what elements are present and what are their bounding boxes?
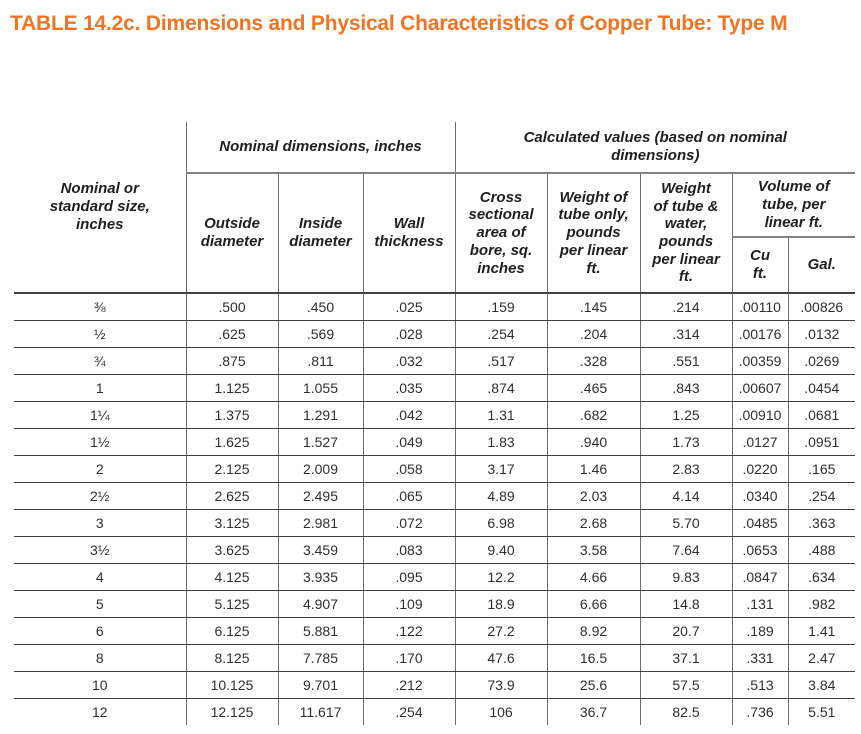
table-row — [14, 320, 855, 347]
value-cell: .982 — [788, 590, 855, 617]
value-cell: .0847 — [732, 563, 788, 590]
value-cell: 4.66 — [547, 563, 640, 590]
value-cell: .363 — [788, 509, 855, 536]
table-row — [14, 347, 855, 374]
value-cell: .035 — [363, 374, 455, 401]
size-cell: 1½ — [14, 428, 186, 455]
size-cell: 3 — [14, 509, 186, 536]
value-cell: .189 — [732, 617, 788, 644]
value-cell: .00910 — [732, 401, 788, 428]
value-cell: .328 — [547, 347, 640, 374]
value-cell: 2.009 — [278, 455, 363, 482]
value-cell: 3.459 — [278, 536, 363, 563]
value-cell: .254 — [788, 482, 855, 509]
value-cell: 106 — [455, 698, 547, 725]
header-outside-diameter: Outside diameter — [186, 173, 278, 293]
value-cell: 2.03 — [547, 482, 640, 509]
value-cell: 2.125 — [186, 455, 278, 482]
size-cell: 6 — [14, 617, 186, 644]
value-cell: .042 — [363, 401, 455, 428]
value-cell: 47.6 — [455, 644, 547, 671]
header-wall-thickness: Wall thickness — [363, 173, 455, 293]
size-cell: 1 — [14, 374, 186, 401]
size-cell: 4 — [14, 563, 186, 590]
value-cell: .843 — [640, 374, 732, 401]
value-cell: 3.125 — [186, 509, 278, 536]
value-cell: 2.495 — [278, 482, 363, 509]
value-cell: 1.291 — [278, 401, 363, 428]
value-cell: 1.125 — [186, 374, 278, 401]
header-volume-gal: Gal. — [788, 237, 855, 293]
value-cell: 1.41 — [788, 617, 855, 644]
value-cell: .500 — [186, 293, 278, 320]
value-cell: 14.8 — [640, 590, 732, 617]
value-cell: 20.7 — [640, 617, 732, 644]
table-row — [14, 482, 855, 509]
size-cell: 10 — [14, 671, 186, 698]
copper-tube-table — [14, 122, 855, 725]
value-cell: 1.31 — [455, 401, 547, 428]
header-inside-diameter: Inside diameter — [278, 173, 363, 293]
size-cell: 1¼ — [14, 401, 186, 428]
table-title: TABLE 14.2c. Dimensions and Physical Characteristics of Copper Tube: Type M — [10, 12, 788, 35]
value-cell: 12.125 — [186, 698, 278, 725]
size-cell: 2 — [14, 455, 186, 482]
table-row — [14, 536, 855, 563]
value-cell: 4.125 — [186, 563, 278, 590]
table-row — [14, 509, 855, 536]
value-cell: .331 — [732, 644, 788, 671]
value-cell: .682 — [547, 401, 640, 428]
header-nominal-size: Nominal or standard size, inches — [49, 180, 150, 233]
value-cell: 8.125 — [186, 644, 278, 671]
size-cell: 8 — [14, 644, 186, 671]
value-cell: .095 — [363, 563, 455, 590]
value-cell: .00359 — [732, 347, 788, 374]
value-cell: 37.1 — [640, 644, 732, 671]
value-cell: .517 — [455, 347, 547, 374]
value-cell: 8.92 — [547, 617, 640, 644]
value-cell: .0269 — [788, 347, 855, 374]
header-volume-cuft: Cu ft. — [732, 237, 788, 293]
value-cell: .072 — [363, 509, 455, 536]
table-row — [14, 455, 855, 482]
value-cell: .569 — [278, 320, 363, 347]
value-cell: 3.625 — [186, 536, 278, 563]
table-row — [14, 698, 855, 725]
value-cell: .254 — [363, 698, 455, 725]
value-cell: 27.2 — [455, 617, 547, 644]
header-weight-tube-water: Weight of tube & water, pounds per linear ft. — [640, 173, 732, 293]
value-cell: .0220 — [732, 455, 788, 482]
value-cell: 11.617 — [278, 698, 363, 725]
value-cell: 2.981 — [278, 509, 363, 536]
value-cell: .0132 — [788, 320, 855, 347]
table-row — [14, 671, 855, 698]
value-cell: .811 — [278, 347, 363, 374]
value-cell: .0340 — [732, 482, 788, 509]
value-cell: .065 — [363, 482, 455, 509]
value-cell: 5.881 — [278, 617, 363, 644]
table-body — [14, 293, 855, 725]
size-cell: ¾ — [14, 347, 186, 374]
value-cell: 1.73 — [640, 428, 732, 455]
value-cell: .450 — [278, 293, 363, 320]
value-cell: 3.84 — [788, 671, 855, 698]
value-cell: 1.83 — [455, 428, 547, 455]
value-cell: 25.6 — [547, 671, 640, 698]
value-cell: .122 — [363, 617, 455, 644]
value-cell: .940 — [547, 428, 640, 455]
value-cell: 9.701 — [278, 671, 363, 698]
value-cell: 12.2 — [455, 563, 547, 590]
table-row — [14, 617, 855, 644]
value-cell: .488 — [788, 536, 855, 563]
size-cell: 2½ — [14, 482, 186, 509]
value-cell: 1.625 — [186, 428, 278, 455]
value-cell: 9.40 — [455, 536, 547, 563]
value-cell: 10.125 — [186, 671, 278, 698]
size-cell: ⅜ — [14, 293, 186, 320]
value-cell: 16.5 — [547, 644, 640, 671]
header-group-calculated-values: Calculated values (based on nominal dimensions) — [455, 122, 855, 173]
size-cell: 12 — [91, 703, 108, 720]
header-weight-tube-only: Weight of tube only, pounds per linear ft. — [547, 173, 640, 293]
value-cell: .874 — [455, 374, 547, 401]
value-cell: .032 — [363, 347, 455, 374]
value-cell: 4.89 — [455, 482, 547, 509]
value-cell: .0454 — [788, 374, 855, 401]
value-cell: .0681 — [788, 401, 855, 428]
value-cell: .028 — [363, 320, 455, 347]
value-cell: .0485 — [732, 509, 788, 536]
value-cell: .551 — [640, 347, 732, 374]
value-cell: .0653 — [732, 536, 788, 563]
value-cell: 18.9 — [455, 590, 547, 617]
value-cell: 3.935 — [278, 563, 363, 590]
header-group-volume: Volume of tube, per linear ft. — [732, 173, 855, 237]
header-row-groups — [14, 122, 855, 173]
value-cell: .513 — [732, 671, 788, 698]
table-row — [14, 428, 855, 455]
value-cell: .875 — [186, 347, 278, 374]
value-cell: .00826 — [788, 293, 855, 320]
value-cell: 3.58 — [547, 536, 640, 563]
value-cell: 57.5 — [640, 671, 732, 698]
value-cell: 3.17 — [455, 455, 547, 482]
header-cross-sectional-area: Cross sectional area of bore, sq. inches — [455, 173, 547, 293]
value-cell: .736 — [732, 698, 788, 725]
value-cell: .109 — [363, 590, 455, 617]
value-cell: .058 — [363, 455, 455, 482]
value-cell: 73.9 — [455, 671, 547, 698]
value-cell: 9.83 — [640, 563, 732, 590]
value-cell: .159 — [455, 293, 547, 320]
value-cell: 4.907 — [278, 590, 363, 617]
size-cell: 5 — [14, 590, 186, 617]
value-cell: 1.527 — [278, 428, 363, 455]
value-cell: 6.125 — [186, 617, 278, 644]
value-cell: 1.25 — [640, 401, 732, 428]
table-row — [14, 374, 855, 401]
value-cell: 2.68 — [547, 509, 640, 536]
value-cell: 7.64 — [640, 536, 732, 563]
value-cell: .025 — [363, 293, 455, 320]
value-cell: 2.83 — [640, 455, 732, 482]
value-cell: .00176 — [732, 320, 788, 347]
value-cell: 6.66 — [547, 590, 640, 617]
value-cell: 1.375 — [186, 401, 278, 428]
value-cell: 7.785 — [278, 644, 363, 671]
table-row — [14, 401, 855, 428]
size-cell: ½ — [14, 320, 186, 347]
value-cell: 2.47 — [788, 644, 855, 671]
value-cell: .049 — [363, 428, 455, 455]
value-cell: 82.5 — [640, 698, 732, 725]
value-cell: .634 — [788, 563, 855, 590]
value-cell: .465 — [547, 374, 640, 401]
value-cell: .131 — [732, 590, 788, 617]
value-cell: .145 — [547, 293, 640, 320]
value-cell: .0127 — [732, 428, 788, 455]
table-row — [14, 293, 855, 320]
table-row — [14, 590, 855, 617]
value-cell: 6.98 — [455, 509, 547, 536]
value-cell: 5.51 — [788, 698, 855, 725]
table-header — [14, 122, 855, 293]
value-cell: 5.125 — [186, 590, 278, 617]
value-cell: .00607 — [732, 374, 788, 401]
value-cell: .214 — [640, 293, 732, 320]
size-cell: 3½ — [14, 536, 186, 563]
value-cell: .625 — [186, 320, 278, 347]
value-cell: .204 — [547, 320, 640, 347]
table-row — [14, 644, 855, 671]
value-cell: .165 — [788, 455, 855, 482]
value-cell: .254 — [455, 320, 547, 347]
value-cell: .00110 — [732, 293, 788, 320]
value-cell: 2.625 — [186, 482, 278, 509]
header-group-nominal-dimensions: Nominal dimensions, inches — [186, 122, 455, 173]
value-cell: 4.14 — [640, 482, 732, 509]
value-cell: .314 — [640, 320, 732, 347]
value-cell: .083 — [363, 536, 455, 563]
value-cell: 1.46 — [547, 455, 640, 482]
table-row — [14, 563, 855, 590]
value-cell: .0951 — [788, 428, 855, 455]
value-cell: 5.70 — [640, 509, 732, 536]
value-cell: .212 — [363, 671, 455, 698]
value-cell: .170 — [363, 644, 455, 671]
value-cell: 1.055 — [278, 374, 363, 401]
value-cell: 36.7 — [547, 698, 640, 725]
